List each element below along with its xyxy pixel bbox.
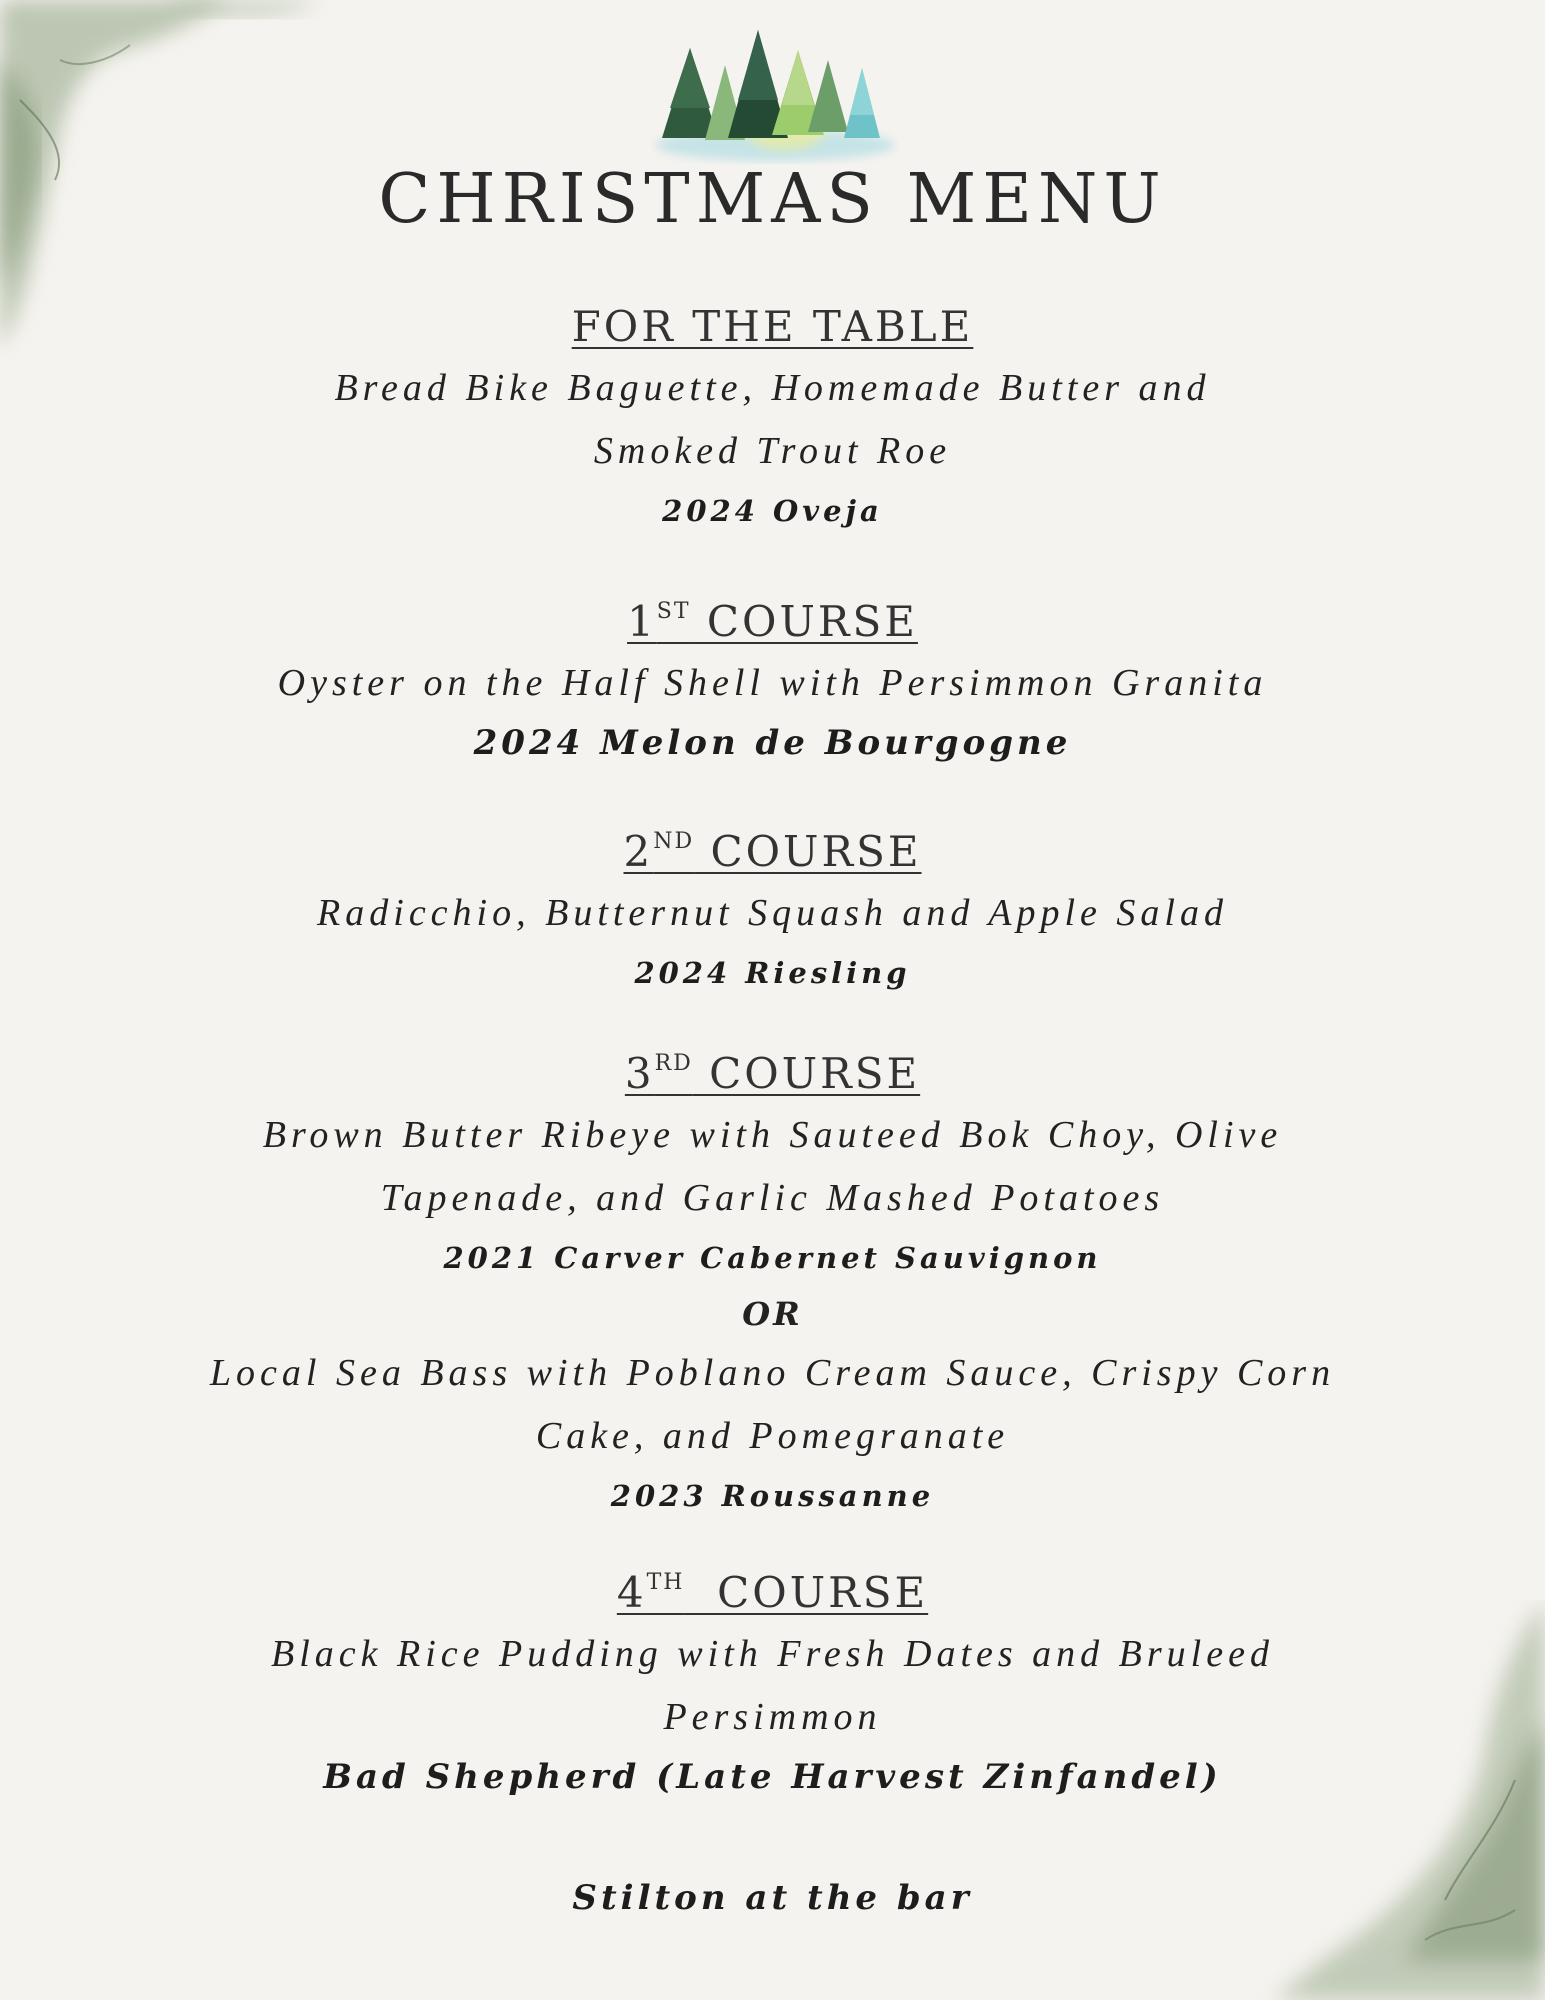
pine-trees-icon (650, 20, 900, 165)
section-heading: FOR THE TABLE (571, 302, 974, 351)
course-number: 1 (627, 597, 657, 646)
course-suffix: TH (646, 1570, 685, 1595)
section-heading (627, 582, 918, 652)
footer-note: Stilton at the bar (572, 1878, 973, 1918)
dish-line: Oyster on the Half Shell with Persimmon Granita (277, 662, 1268, 704)
course-suffix: ST (656, 599, 691, 624)
wine-pairing: Bad Shepherd (Late Harvest Zinfandel) (323, 1757, 1222, 1797)
wine-pairing: 2023 Roussanne (610, 1479, 935, 1513)
section-course-4 (0, 1553, 1545, 1805)
section-heading (625, 1034, 920, 1104)
course-number: 2 (623, 827, 654, 876)
course-number: 3 (624, 1049, 655, 1098)
dish-line: Brown Butter Ribeye with Sauteed Bok Choy, Olive (262, 1114, 1283, 1156)
page-title: CHRISTMAS MENU (378, 160, 1167, 239)
dish-line: Tapenade, and Garlic Mashed Potatoes (380, 1177, 1165, 1219)
course-suffix: RD (654, 1051, 693, 1076)
course-label: COURSE (692, 1049, 921, 1098)
dish-line: Bread Bike Baguette, Homemade Butter and (334, 367, 1211, 409)
or-separator: OR (742, 1295, 803, 1333)
section-course-3 (0, 1034, 1545, 1524)
dish-line: Local Sea Bass with Poblano Cream Sauce, Crispy Corn (209, 1352, 1336, 1394)
dish-line: Persimmon (663, 1696, 882, 1738)
section-heading (624, 812, 922, 882)
dish-line: Radicchio, Butternut Squash and Apple Salad (317, 892, 1228, 934)
section-heading (617, 1553, 928, 1623)
course-label: COURSE (684, 1568, 929, 1617)
course-suffix: ND (653, 829, 695, 854)
wine-pairing: 2024 Riesling (634, 956, 911, 990)
wine-pairing: 2024 Melon de Bourgogne (473, 723, 1072, 763)
dish-line: Cake, and Pomegranate (535, 1415, 1010, 1457)
dish-line: Smoked Trout Roe (593, 430, 952, 472)
section-course-2 (0, 812, 1545, 1001)
footer-note-section (0, 1870, 1545, 1926)
dish-line: Black Rice Pudding with Fresh Dates and Bruleed (271, 1633, 1274, 1675)
section-course-1 (0, 582, 1545, 771)
course-label: COURSE (694, 827, 922, 876)
wine-pairing: 2021 Carver Cabernet Sauvignon (443, 1241, 1102, 1275)
wine-pairing: 2024 Oveja (662, 494, 883, 528)
course-number: 4 (616, 1568, 647, 1617)
course-label: COURSE (690, 597, 918, 646)
section-for-the-table (0, 297, 1545, 539)
